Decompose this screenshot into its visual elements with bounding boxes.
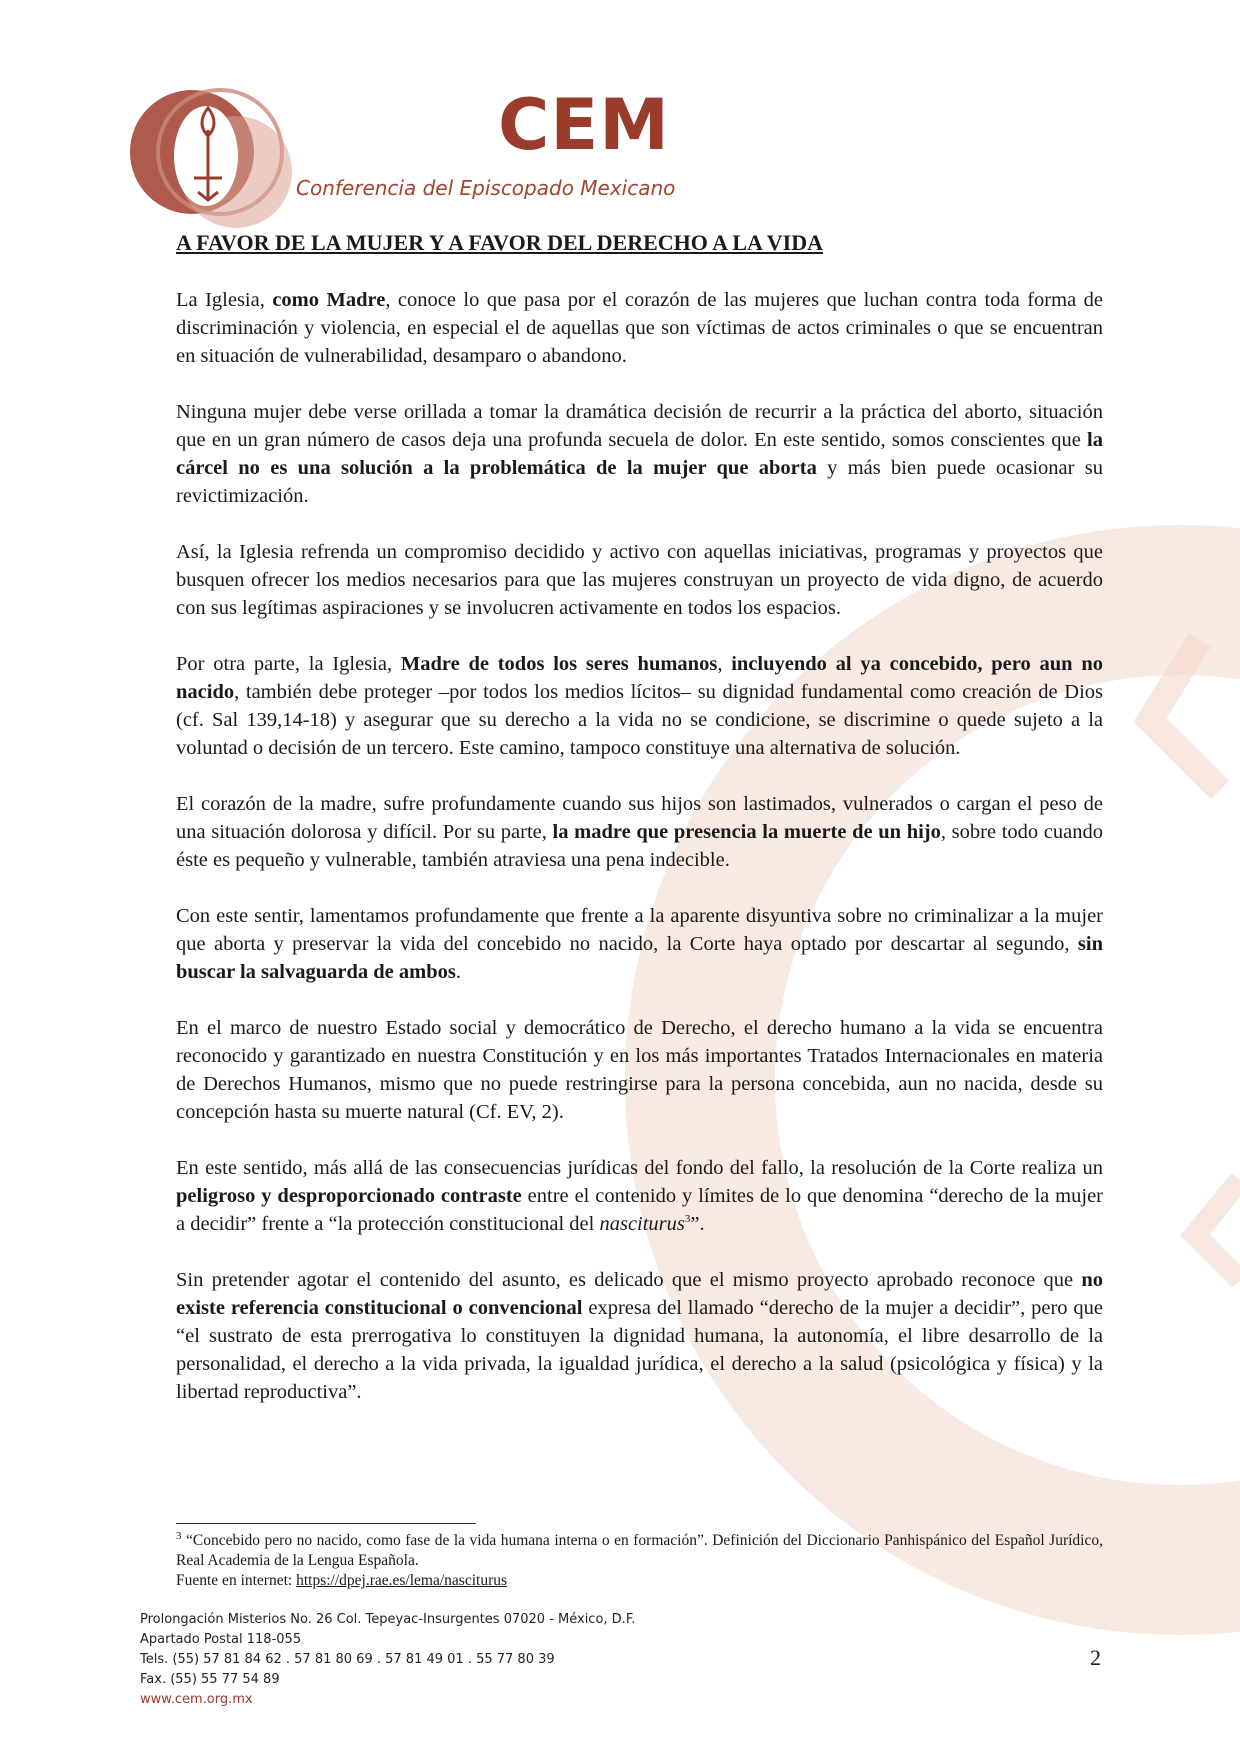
footnote-number: 3 [176, 1529, 182, 1542]
footer-po-box: Apartado Postal 118-055 [140, 1632, 302, 1647]
document-body [176, 230, 1103, 1434]
paragraph-9: Sin pretender agotar el contenido del asunto, es delicado que el mismo proyecto aprobado reconoce que no existe referencia constitucional o convencional expresa del llamado “derecho de la mujer a decidir”, pero que “el sustrato de esta prerrogativa lo constituyen la dignidad humana, la autonomía, el libre desarrollo de la personalidad, el derecho a la vida privada, la igualdad jurídica, el derecho a la salud (psicológica y física) y la libertad reproductiva”. [176, 1269, 1104, 1404]
footer-address: Prolongación Misterios No. 26 Col. Tepeyac-Insurgentes 07020 - México, D.F. [140, 1612, 636, 1627]
cem-emblem-icon [128, 68, 298, 238]
page-number: 2 [1090, 1645, 1101, 1670]
paragraph-3: Así, la Iglesia refrenda un compromiso decidido y activo con aquellas iniciativas, programas y proyectos que busquen ofrecer los medios necesarios para que las mujeres construyan un proyecto de vida digno, de acuerdo con sus legítimas aspiraciones y se involucren activamente en todos los espacios. [176, 541, 1103, 620]
paragraph-6: Con este sentir, lamentamos profundamente que frente a la aparente disyuntiva sobre no criminalizar a la mujer que aborta y preservar la vida del concebido no nacido, la Corte haya optado por descartar al segundo, sin buscar la salvaguarda de ambos. [176, 905, 1103, 984]
paragraph-1: La Iglesia, como Madre, conoce lo que pasa por el corazón de las mujeres que luchan contra toda forma de discriminación y violencia, en especial el de aquellas que son víctimas de actos criminales o que se encuentran en situación de vulnerabilidad, desamparo o abandono. [176, 289, 1103, 368]
footer-phones: Tels. (55) 57 81 84 62 . 57 81 80 69 . 57 81 49 01 . 55 77 80 39 [140, 1652, 555, 1667]
footnote-divider [176, 1523, 476, 1524]
org-acronym: CEM [498, 84, 670, 166]
document-title: A FAVOR DE LA MUJER Y A FAVOR DEL DERECHO A LA VIDA [176, 230, 824, 255]
paragraph-2: Ninguna mujer debe verse orillada a tomar la dramática decisión de recurrir a la práctica del aborto, situación que en un gran número de casos deja una profunda secuela de dolor. En este sentido, somos conscientes que la cárcel no es una solución a la problemática de la mujer que aborta y más bien puede ocasionar su revictimización. [176, 401, 1104, 508]
contact-footer [140, 1610, 635, 1710]
footnote-source-link[interactable]: https://dpej.rae.es/lema/nasciturus [296, 1572, 508, 1589]
org-name: Conferencia del Episcopado Mexicano [296, 176, 676, 200]
paragraph-8: En este sentido, más allá de las consecuencias jurídicas del fondo del fallo, la resolución de la Corte realiza un peligroso y desproporcionado contraste entre el contenido y límites de lo que denomina “derecho de la mujer a decidir” frente a “la protección constitucional del nasciturus$^3$”. [176, 1157, 1103, 1236]
footnote-text: “Concebido pero no nacido, como fase de la vida humana interna o en formación”. Definición del Diccionario Panhispánico del Español Jurídico, Real Academia de la Lengua Española. [176, 1532, 1103, 1569]
paragraph-5: El corazón de la madre, sufre profundamente cuando sus hijos son lastimados, vulnerados o cargan el peso de una situación dolorosa y difícil. Por su parte, la madre que presencia la muerte de un hijo, sobre todo cuando éste es pequeño y vulnerable, también atraviesa una pena indecible. [176, 793, 1104, 872]
paragraph-4: Por otra parte, la Iglesia, Madre de todos los seres humanos, incluyendo al ya concebido, pero aun no nacido, también debe proteger –por todos los medios lícitos– su dignidad fundamental como creación de Dios (cf. Sal 139,14-18) y asegurar que su derecho a la vida no se condicione, se discrimine o quede sujeto a la voluntad o decisión de un tercero. Este camino, tampoco constituye una alternativa de solución. [176, 653, 1103, 760]
footnote-ref[interactable]: 3 [684, 1213, 691, 1226]
paragraph-7: En el marco de nuestro Estado social y democrático de Derecho, el derecho humano a la vida se encuentra reconocido y garantizado en nuestra Constitución y en los más importantes Tratados Internacionales en materia de Derechos Humanos, mismo que no puede restringirse para la persona concebida, aun no nacida, desde su concepción hasta su muerte natural (Cf. EV, 2). [176, 1017, 1103, 1124]
footnote [176, 1531, 1103, 1591]
footnote-source-label: Fuente en internet: [176, 1572, 297, 1589]
header-logo [128, 68, 676, 238]
footer-website-link[interactable]: www.cem.org.mx [140, 1692, 253, 1707]
footer-fax: Fax. (55) 55 77 54 89 [140, 1672, 280, 1687]
